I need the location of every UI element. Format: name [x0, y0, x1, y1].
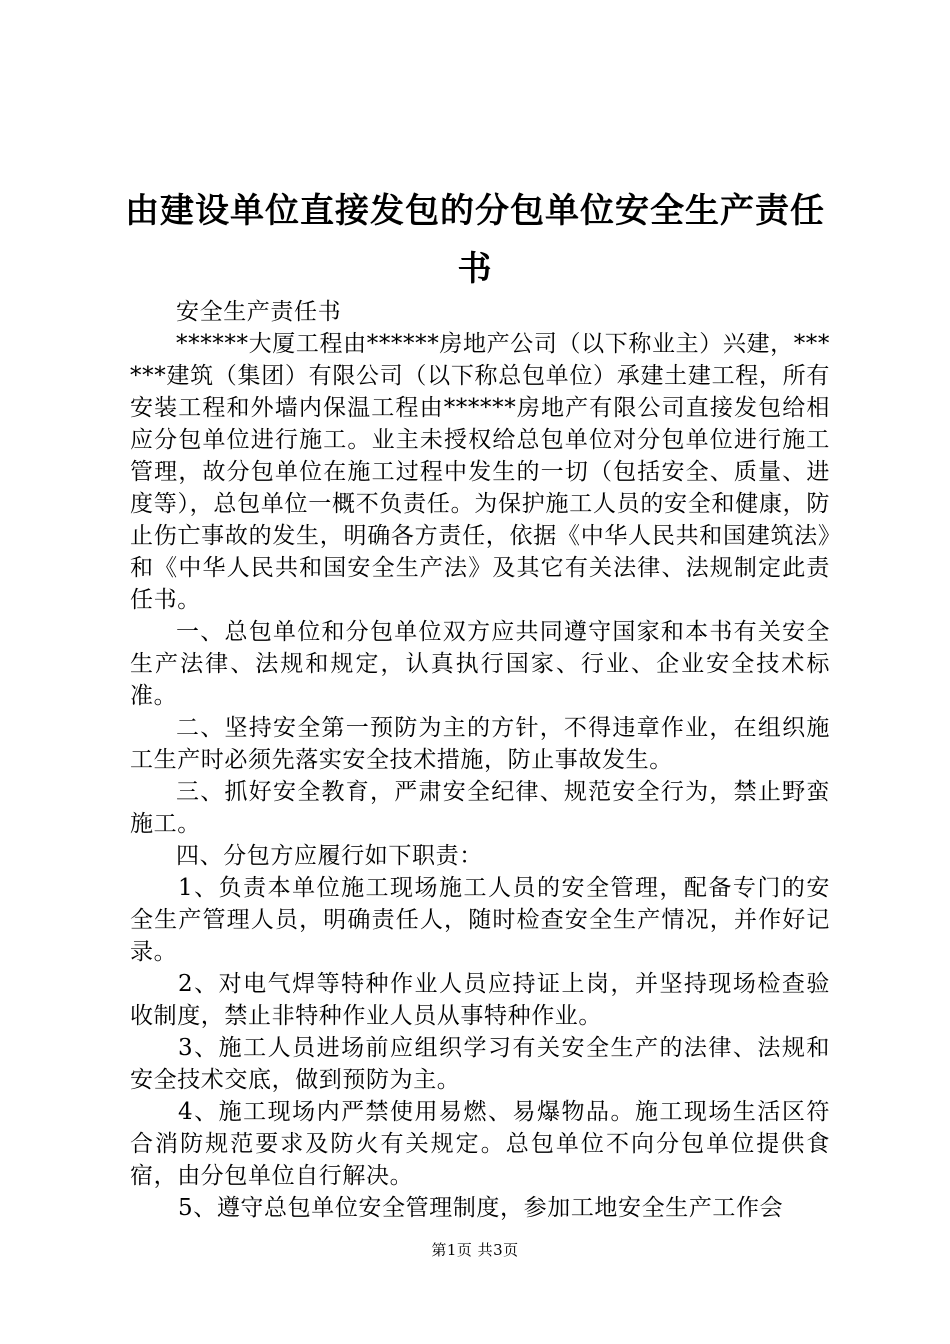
clause-2: 二、坚持安全第一预防为主的方针，不得违章作业，在组织施工生产时必须先落实安全技术措施，防止事故发生。 — [130, 715, 830, 773]
section-heading: 安全生产责任书 — [176, 299, 342, 325]
document-body — [130, 296, 830, 1224]
clause-3: 三、抓好安全教育，严肃安全纪律、规范安全行为，禁止野蛮施工。 — [130, 779, 830, 837]
duty-item-2: 2、对电气焊等特种作业人员应持证上岗，并坚持现场检查验收制度，禁止非特种作业人员从事特种作业。 — [130, 971, 830, 1029]
duty-item-1: 1、负责本单位施工现场施工人员的安全管理，配备专门的安全生产管理人员，明确责任人，随时检查安全生产情况，并作好记录。 — [130, 875, 830, 965]
document-title: 由建设单位直接发包的分包单位安全生产责任书 — [125, 191, 825, 289]
duty-item-3: 3、施工人员进场前应组织学习有关安全生产的法律、法规和安全技术交底，做到预防为主。 — [130, 1035, 830, 1093]
duty-item-5: 5、遵守总包单位安全管理制度，参加工地安全生产工作会 — [178, 1195, 784, 1221]
duty-item-4: 4、施工现场内严禁使用易燃、易爆物品。施工现场生活区符合消防规范要求及防火有关规定。总包单位不向分包单位提供食宿，由分包单位自行解决。 — [130, 1099, 830, 1189]
clause-4-heading: 四、分包方应履行如下职责： — [176, 843, 483, 869]
page-footer: 第1页 共3页 — [431, 1241, 519, 1259]
clause-1: 一、总包单位和分包单位双方应共同遵守国家和本书有关安全生产法律、法规和规定，认真执行国家、行业、企业安全技术标准。 — [130, 619, 830, 709]
intro-paragraph: ******大厦工程由******房地产公司（以下称业主）兴建，******建筑（集团）有限公司（以下称总包单位）承建土建工程，所有安装工程和外墙内保温工程由******房地产有限公司直接发包给相应分包单位进行施工。业主未授权给总包单位对分包单位进行施工管理，故分包单位在施工过程中发生的一切（包括安全、质量、进度等），总包单位一概不负责任。为保护施工人员的安全和健康，防止伤亡事故的发生，明确各方责任，依据《中华人民共和国建筑法》和《中华人民共和国安全生产法》及其它有关法律、法规制定此责任书。 — [130, 331, 830, 613]
